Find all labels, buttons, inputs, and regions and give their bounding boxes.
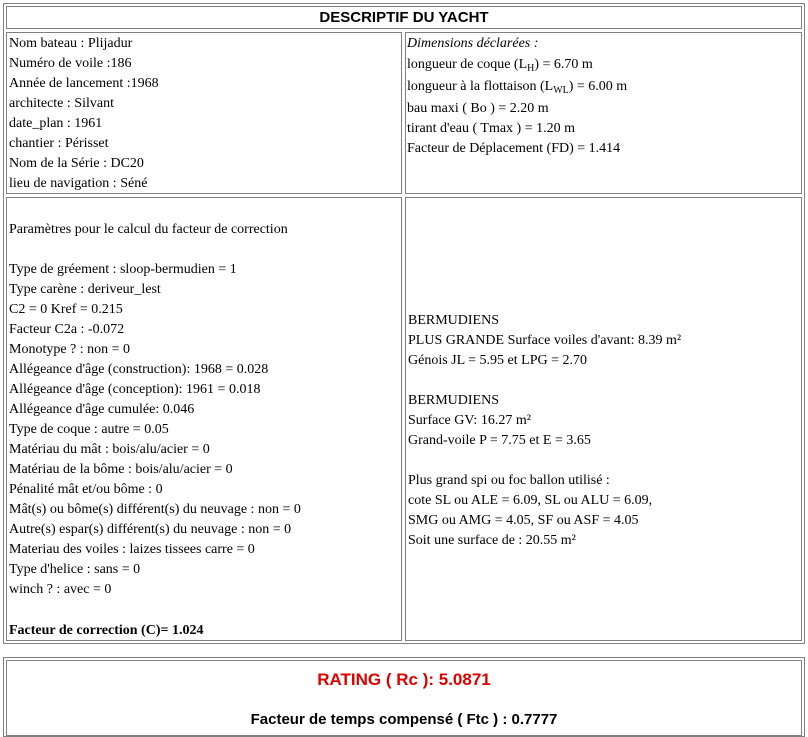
series-name: Nom de la Série : DC20 <box>9 156 144 171</box>
dimensions-heading: Dimensions déclarées : <box>407 36 539 51</box>
draft: tirant d'eau ( Tmax ) = 1.20 m <box>407 121 576 136</box>
correction-cell <box>6 197 402 641</box>
waterline-length: longueur à la flottaison $(L_{WL}) = 6.00$ m <box>407 79 628 96</box>
headsail-title: BERMUDIENS <box>408 313 500 328</box>
correction-item: Allégeance d'âge (construction): 1968 = 0.028 <box>9 362 269 377</box>
spinnaker-area: Soit une surface de : 20.55 m² <box>408 533 576 548</box>
sailing-area: lieu de navigation : Séné <box>9 176 148 191</box>
correction-item: Facteur C2a : -0.072 <box>9 322 125 337</box>
correction-item: Type de coque : autre = 0.05 <box>9 422 169 437</box>
spinnaker-line-1: cote SL ou ALE = 6.09, SL ou ALU = 6.09, <box>408 493 653 508</box>
boat-name: Nom bateau : Plijadur <box>9 36 133 51</box>
shipyard: chantier : Périsset <box>9 136 109 151</box>
correction-item: Pénalité mât et/ou bôme : 0 <box>9 482 163 497</box>
mainsail-title: BERMUDIENS <box>408 393 500 408</box>
architect: architecte : Silvant <box>9 96 114 111</box>
plan-date: date_plan : 1961 <box>9 116 103 131</box>
page-title: DESCRIPTIF DU YACHT <box>6 6 802 29</box>
spinnaker-line-2: SMG ou AMG = 4.05, SF ou ASF = 4.05 <box>408 513 639 528</box>
sail-number: Numéro de voile :186 <box>9 56 132 71</box>
correction-total: Facteur de correction (C)= 1.024 <box>9 623 204 638</box>
boat-info-cell <box>6 32 402 194</box>
rating-cell <box>6 660 802 736</box>
correction-item: Matériau du mât : bois/alu/acier = 0 <box>9 442 210 457</box>
correction-item: Type d'helice : sans = 0 <box>9 562 141 577</box>
spinnaker-title: Plus grand spi ou foc ballon utilisé : <box>408 473 610 488</box>
correction-item: winch ? : avec = 0 <box>9 582 112 597</box>
headsail-area: PLUS GRANDE Surface voiles d'avant: 8.39 m² <box>408 333 682 348</box>
hull-length: longueur de coque $(L_H) = 6.70$ m <box>407 57 593 74</box>
correction-item: Type carène : deriveur_lest <box>9 282 161 297</box>
correction-item: Allégeance d'âge (conception): 1961 = 0.018 <box>9 382 261 397</box>
genoa-dims: Génois JL = 5.95 et LPG = 2.70 <box>408 353 587 368</box>
launch-year: Année de lancement :1968 <box>9 76 159 91</box>
correction-item: Type de gréement : sloop-bermudien = 1 <box>9 262 237 277</box>
displacement-factor: Facteur de Déplacement (FD) = 1.414 <box>407 141 621 156</box>
rating-value: RATING ( Rc ): 5.0871 <box>317 670 491 689</box>
correction-item: Mât(s) ou bôme(s) différent(s) du neuvage : non = 0 <box>9 502 301 517</box>
correction-item: Matériau de la bôme : bois/alu/acier = 0 <box>9 462 233 477</box>
correction-item: Monotype ? : non = 0 <box>9 342 131 357</box>
correction-item: C2 = 0 Kref = 0.215 <box>9 302 123 317</box>
mainsail-dims: Grand-voile P = 7.75 et E = 3.65 <box>408 433 591 448</box>
dimensions-cell <box>405 32 802 194</box>
max-beam: bau maxi ( Bo ) = 2.20 m <box>407 101 549 116</box>
compensated-time-factor: Facteur de temps compensé ( Ftc ) : 0.7777 <box>250 711 558 728</box>
correction-item: Autre(s) espar(s) différent(s) du neuvage : non = 0 <box>9 522 292 537</box>
sails-cell <box>405 197 802 641</box>
correction-item: Materiau des voiles : laizes tissees carre = 0 <box>9 542 255 557</box>
mainsail-area: Surface GV: 16.27 m² <box>408 413 531 428</box>
correction-heading: Paramètres pour le calcul du facteur de correction <box>9 222 288 237</box>
correction-item: Allégeance d'âge cumulée: 0.046 <box>9 402 195 417</box>
